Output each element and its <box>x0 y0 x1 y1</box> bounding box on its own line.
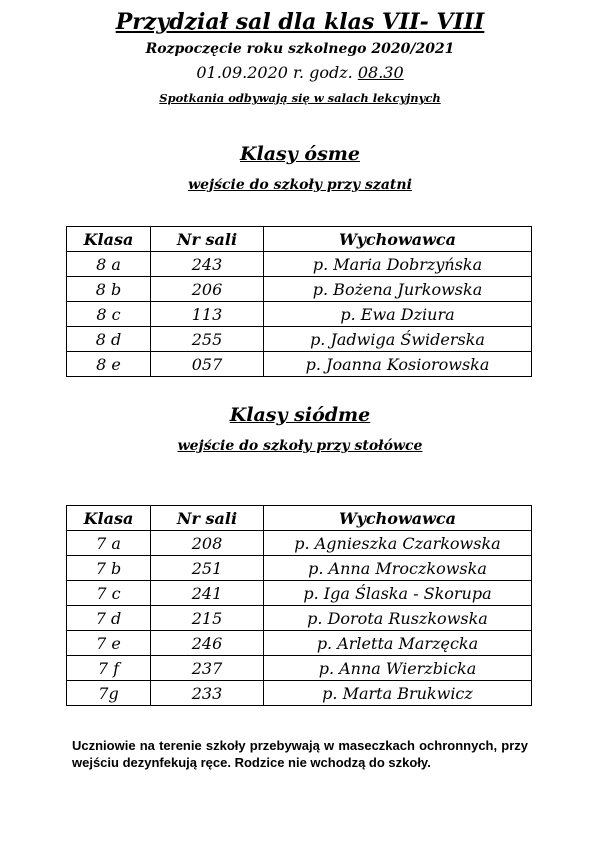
table-row <box>67 606 532 631</box>
class-cell: 7 a <box>67 531 151 556</box>
room-cell: 243 <box>151 252 264 277</box>
teacher-cell: p. Dorota Ruszkowska <box>264 606 532 631</box>
room-cell: 113 <box>151 302 264 327</box>
column-header-teacher: Wychowawca <box>264 506 532 531</box>
table-row <box>67 531 532 556</box>
section-entrance-eighth-grade: wejście do szkoły przy szatni <box>188 177 412 193</box>
section-title-eighth-grade: Klasy ósme <box>240 143 360 165</box>
table-row <box>67 681 532 706</box>
section-entrance-seventh-grade: wejście do szkoły przy stołówce <box>177 438 423 454</box>
teacher-cell: p. Bożena Jurkowska <box>264 277 532 302</box>
teacher-cell: p. Maria Dobrzyńska <box>264 252 532 277</box>
class-cell: 8 a <box>67 252 151 277</box>
class-cell: 7 b <box>67 556 151 581</box>
teacher-cell: p. Arletta Marzęcka <box>264 631 532 656</box>
room-cell: 215 <box>151 606 264 631</box>
room-cell: 246 <box>151 631 264 656</box>
table-row <box>67 556 532 581</box>
table-header-row <box>67 227 532 252</box>
meeting-note: Spotkania odbywają się w salach lekcyjnych <box>159 91 441 105</box>
class-cell: 7 c <box>67 581 151 606</box>
room-cell: 255 <box>151 327 264 352</box>
table-row <box>67 302 532 327</box>
teacher-cell: p. Joanna Kosiorowska <box>264 352 532 377</box>
column-header-room: Nr sali <box>151 506 264 531</box>
column-header-teacher: Wychowawca <box>264 227 532 252</box>
column-header-room: Nr sali <box>151 227 264 252</box>
column-header-class: Klasa <box>67 506 151 531</box>
class-cell: 7 e <box>67 631 151 656</box>
teacher-cell: p. Anna Wierzbicka <box>264 656 532 681</box>
teacher-cell: p. Iga Ślaska - Skorupa <box>264 581 532 606</box>
start-date-text: 01.09.2020 r. godz. <box>196 63 358 82</box>
room-cell: 057 <box>151 352 264 377</box>
safety-note: Uczniowie na terenie szkoły przebywają w maseczkach ochronnych, przy wejściu dezynfekują ręce. Rodzice nie wchodzą do szkoły. <box>72 738 528 770</box>
class-cell: 8 d <box>67 327 151 352</box>
start-time: 08.30 <box>357 63 404 82</box>
teacher-cell: p. Marta Brukwicz <box>264 681 532 706</box>
class-cell: 8 c <box>67 302 151 327</box>
table-row <box>67 252 532 277</box>
room-cell: 208 <box>151 531 264 556</box>
school-year-subtitle: Rozpoczęcie roku szkolnego 2020/2021 <box>145 41 455 57</box>
class-cell: 8 e <box>67 352 151 377</box>
room-cell: 251 <box>151 556 264 581</box>
table-row <box>67 277 532 302</box>
class-cell: 7g <box>67 681 151 706</box>
start-date-line <box>0 63 600 82</box>
teacher-cell: p. Jadwiga Świderska <box>264 327 532 352</box>
seventh-grade-table <box>66 505 532 706</box>
eighth-grade-table <box>66 226 532 377</box>
class-cell: 8 b <box>67 277 151 302</box>
table-row <box>67 352 532 377</box>
table-row <box>67 327 532 352</box>
section-title-seventh-grade: Klasy siódme <box>229 404 371 426</box>
teacher-cell: p. Ewa Dziura <box>264 302 532 327</box>
room-cell: 237 <box>151 656 264 681</box>
table-row <box>67 581 532 606</box>
table-row <box>67 656 532 681</box>
table-header-row <box>67 506 532 531</box>
room-cell: 206 <box>151 277 264 302</box>
class-cell: 7 f <box>67 656 151 681</box>
column-header-class: Klasa <box>67 227 151 252</box>
teacher-cell: p. Agnieszka Czarkowska <box>264 531 532 556</box>
teacher-cell: p. Anna Mroczkowska <box>264 556 532 581</box>
room-cell: 233 <box>151 681 264 706</box>
room-cell: 241 <box>151 581 264 606</box>
page-title: Przydział sal dla klas VII- VIII <box>115 9 485 35</box>
class-cell: 7 d <box>67 606 151 631</box>
table-row <box>67 631 532 656</box>
